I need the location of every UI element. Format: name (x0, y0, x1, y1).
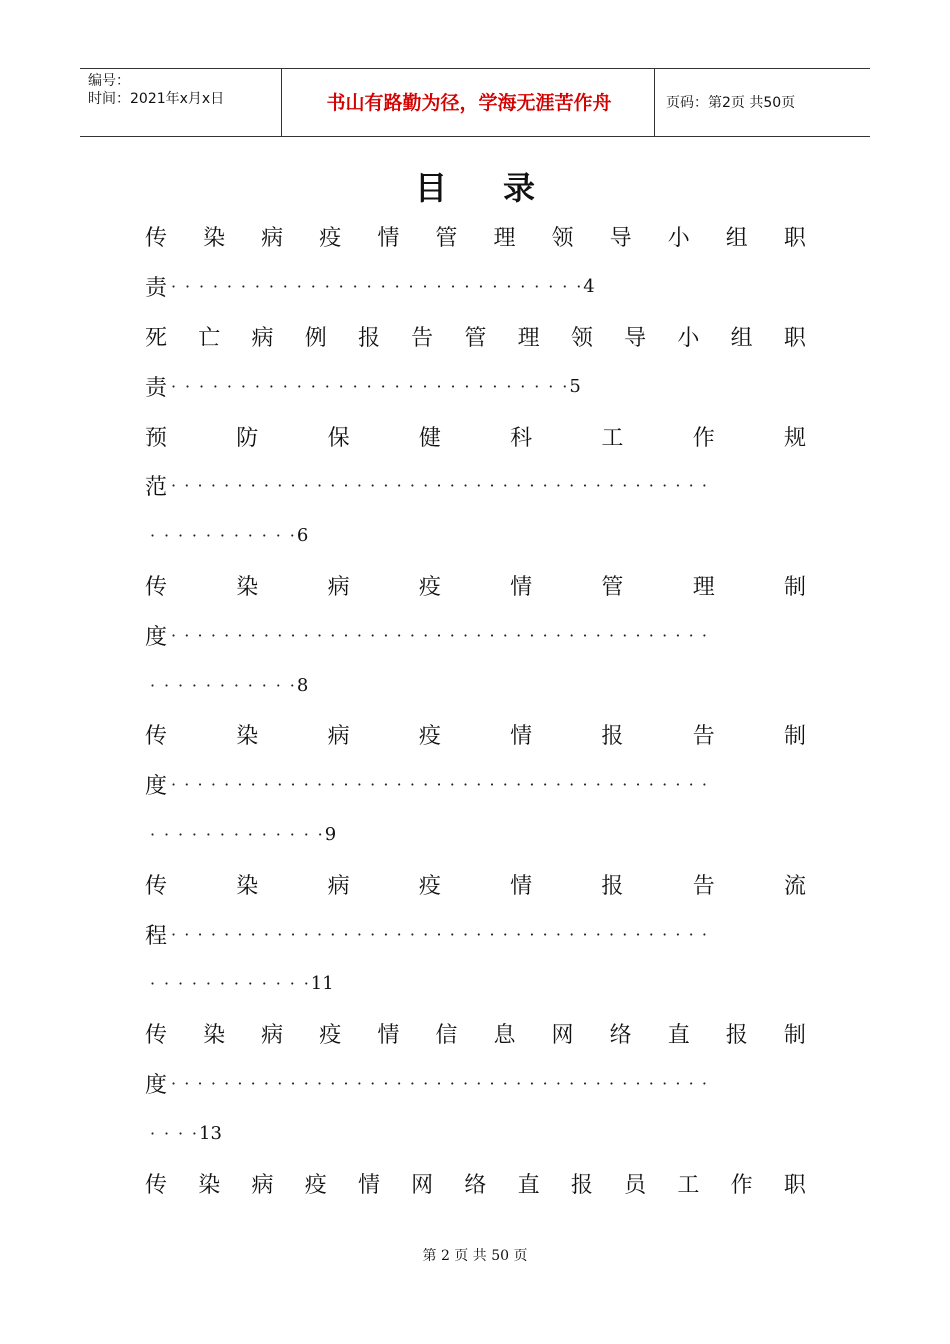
toc-title-char: 络 (609, 1023, 632, 1049)
toc-title-char: 疫 (319, 226, 342, 252)
toc-title-char: 理 (493, 226, 516, 252)
toc-title-char: 告 (692, 724, 715, 750)
toc-title-char: 疫 (418, 724, 441, 750)
toc-entry-continuation-line[interactable] (145, 262, 806, 312)
table-of-contents (145, 212, 806, 1208)
toc-title-char: 防 (236, 425, 259, 451)
toc-title-char: 导 (609, 226, 632, 252)
toc-title-char: 疫 (418, 873, 441, 899)
document-time-label: 时间：2021年x月x日 (88, 91, 225, 107)
toc-entry-title-line[interactable] (145, 859, 806, 909)
toc-page-number: 4 (583, 276, 595, 298)
toc-title-char: 度 (145, 1072, 168, 1098)
toc-title-char: 例 (304, 325, 327, 351)
toc-entry-title-line[interactable] (145, 1158, 806, 1208)
toc-entry-continuation-line[interactable] (145, 760, 806, 810)
toc-leader-dots: · · · · · · · · · · · (150, 675, 295, 695)
toc-leader-dots: · · · · · · · · · · · · · · · · · · · · · · · · · · · · · · · · · · · · · · · · · (171, 1073, 707, 1093)
toc-entry-page-line[interactable] (145, 660, 806, 710)
toc-leader-dots: · · · · · · · · · · · (150, 526, 295, 546)
toc-title-char: 疫 (304, 1172, 327, 1198)
toc-entry-title-line[interactable] (145, 1009, 806, 1059)
toc-title-char: 报 (601, 873, 624, 899)
toc-entry-page-line[interactable] (145, 959, 806, 1009)
toc-entry-title-line[interactable] (145, 312, 806, 362)
toc-title-char: 络 (464, 1172, 487, 1198)
page-title: 目录 (414, 169, 591, 207)
toc-title-char: 病 (327, 724, 350, 750)
toc-title-char: 病 (327, 574, 350, 600)
toc-title-char: 制 (783, 1023, 806, 1049)
toc-title-char: 制 (783, 724, 806, 750)
toc-entry-title-line[interactable] (145, 710, 806, 760)
toc-page-number: 6 (296, 525, 309, 547)
toc-entry-page-line[interactable] (145, 810, 806, 860)
toc-title-char: 情 (357, 1172, 380, 1198)
toc-title-char: 疫 (418, 574, 441, 600)
toc-title-char: 报 (570, 1172, 593, 1198)
toc-title-char: 理 (692, 574, 715, 600)
toc-title-char: 程 (145, 923, 168, 949)
toc-title-char: 领 (551, 226, 574, 252)
toc-title-char: 亡 (198, 325, 221, 351)
toc-title-char: 染 (203, 226, 226, 252)
toc-leader-dots: · · · · · · · · · · · · · · · · · · · · · · · · · · · · · · (171, 277, 582, 297)
toc-entry-page-line[interactable] (145, 1108, 806, 1158)
toc-title-char: 息 (493, 1023, 516, 1049)
toc-entry-continuation-line[interactable] (145, 610, 806, 660)
toc-title-char: 传 (145, 226, 168, 252)
toc-leader-dots: · · · · · · · · · · · · · · · · · · · · · · · · · · · · · · · · · · · · · · · · · (171, 924, 707, 944)
toc-title-char: 预 (145, 425, 168, 451)
toc-title-char: 制 (783, 574, 806, 600)
toc-title-char: 直 (517, 1172, 540, 1198)
toc-title-char: 病 (261, 226, 284, 252)
toc-title-char: 小 (667, 226, 690, 252)
header-meta (88, 72, 224, 108)
toc-title-char: 直 (667, 1023, 690, 1049)
toc-title-char: 情 (510, 873, 533, 899)
document-number-label: 编号： (88, 73, 130, 89)
toc-title-char: 染 (203, 1023, 226, 1049)
toc-title-char: 染 (236, 724, 259, 750)
toc-title-char: 管 (435, 226, 458, 252)
toc-title-char: 作 (730, 1172, 753, 1198)
toc-title-char: 报 (357, 325, 380, 351)
toc-title-char: 流 (783, 873, 806, 899)
toc-title-char: 情 (377, 1023, 400, 1049)
toc-title-char: 信 (435, 1023, 458, 1049)
toc-leader-dots: · · · · · · · · · · · · · (150, 824, 323, 844)
toc-title-char: 组 (725, 226, 748, 252)
toc-leader-dots: · · · · · · · · · · · · (150, 974, 309, 994)
toc-title-char: 死 (145, 325, 168, 351)
toc-entry-continuation-line[interactable] (145, 909, 806, 959)
toc-title-char: 健 (418, 425, 441, 451)
toc-title-char: 职 (783, 1172, 806, 1198)
toc-title-char: 规 (783, 425, 806, 451)
toc-title-char: 小 (677, 325, 700, 351)
toc-title-char: 网 (551, 1023, 574, 1049)
toc-title-char: 作 (692, 425, 715, 451)
toc-entry-title-line[interactable] (145, 212, 806, 262)
toc-title-char: 传 (145, 574, 168, 600)
toc-title-char: 病 (251, 325, 274, 351)
toc-leader-dots: · · · · · · · · · · · · · · · · · · · · · · · · · · · · · (171, 376, 568, 396)
header-page-info: 页码：第2页 共50页 (666, 94, 796, 111)
toc-title-char: 情 (377, 226, 400, 252)
toc-title-char: 保 (327, 425, 350, 451)
toc-title-char: 疫 (319, 1023, 342, 1049)
toc-title-char: 理 (517, 325, 540, 351)
toc-page-number: 11 (310, 973, 334, 995)
toc-title-char: 职 (783, 226, 806, 252)
toc-leader-dots: · · · · · · · · · · · · · · · · · · · · · · · · · · · · · · · · · · · · · · · · · (171, 775, 707, 795)
toc-title-char: 病 (251, 1172, 274, 1198)
toc-leader-dots: · · · · · · · · · · · · · · · · · · · · · · · · · · · · · · · · · · · · · · · · · (171, 476, 707, 496)
toc-title-char: 科 (510, 425, 533, 451)
toc-title-char: 组 (730, 325, 753, 351)
toc-page-number: 8 (296, 674, 309, 696)
toc-title-char: 管 (464, 325, 487, 351)
toc-entry-continuation-line[interactable] (145, 461, 806, 511)
toc-title-char: 管 (601, 574, 624, 600)
toc-title-char: 导 (624, 325, 647, 351)
toc-page-number: 5 (569, 375, 581, 397)
toc-title-char: 责 (145, 375, 168, 401)
toc-title-char: 传 (145, 873, 168, 899)
page-footer: 第 2 页 共 50 页 (422, 1248, 528, 1264)
toc-entry-page-line[interactable] (145, 511, 806, 561)
toc-title-char: 度 (145, 774, 168, 800)
toc-title-char: 染 (198, 1172, 221, 1198)
toc-title-char: 工 (601, 425, 624, 451)
toc-page-number: 9 (324, 823, 337, 845)
toc-entry-title-line[interactable] (145, 561, 806, 611)
toc-entry-continuation-line[interactable] (145, 361, 806, 411)
toc-leader-dots: · · · · · · · · · · · · · · · · · · · · · · · · · · · · · · · · · · · · · · · · · (171, 625, 707, 645)
toc-title-char: 病 (327, 873, 350, 899)
header-motto: 书山有路勤为径，学海无涯苦作舟 (326, 92, 612, 114)
toc-title-char: 传 (145, 1172, 168, 1198)
toc-title-char: 网 (411, 1172, 434, 1198)
toc-title-char: 范 (145, 475, 168, 501)
toc-title-char: 染 (236, 574, 259, 600)
toc-title-char: 报 (725, 1023, 748, 1049)
toc-page-number: 13 (199, 1122, 222, 1144)
toc-title-char: 职 (783, 325, 806, 351)
toc-title-char: 病 (261, 1023, 284, 1049)
toc-title-char: 染 (236, 873, 259, 899)
toc-title-char: 责 (145, 276, 168, 302)
toc-title-char: 报 (601, 724, 624, 750)
toc-title-char: 度 (145, 624, 168, 650)
toc-title-char: 传 (145, 724, 168, 750)
toc-entry-continuation-line[interactable] (145, 1059, 806, 1109)
toc-title-char: 情 (510, 724, 533, 750)
toc-title-char: 工 (677, 1172, 700, 1198)
toc-title-char: 告 (692, 873, 715, 899)
toc-title-char: 告 (411, 325, 434, 351)
toc-title-char: 情 (510, 574, 533, 600)
toc-title-char: 传 (145, 1023, 168, 1049)
toc-entry-title-line[interactable] (145, 411, 806, 461)
toc-title-char: 员 (624, 1172, 647, 1198)
toc-leader-dots: · · · · (150, 1123, 198, 1143)
toc-title-char: 领 (570, 325, 593, 351)
